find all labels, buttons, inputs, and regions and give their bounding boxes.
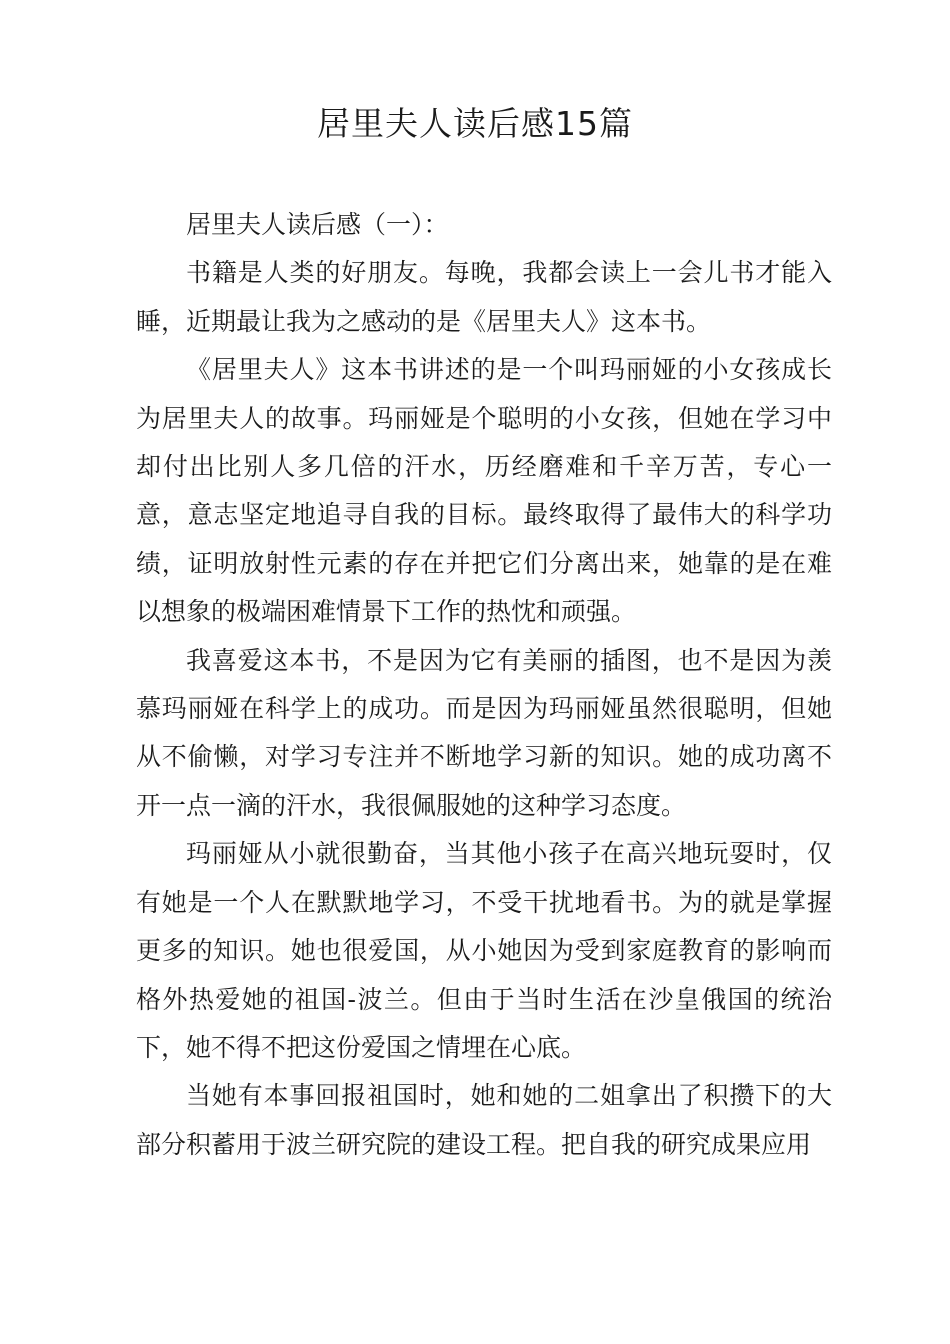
paragraph: 我喜爱这本书，不是因为它有美丽的插图，也不是因为羡慕玛丽娅在科学上的成功。而是因为玛丽娅虽然很聪明，但她从不偷懒，对学习专注并不断地学习新的知识。她的成功离不开一点一滴的汗水，我很佩服她的这种学习态度。 xyxy=(136,645,832,820)
paragraph-heading: 居里夫人读后感（一）： xyxy=(186,210,449,239)
paragraph: 书籍是人类的好朋友。每晚，我都会读上一会儿书才能入睡，近期最让我为之感动的是《居里夫人》这本书。 xyxy=(136,258,832,336)
paragraph: 当她有本事回报祖国时，她和她的二姐拿出了积攒下的大部分积蓄用于波兰研究院的建设工程。把自我的研究成果应用 xyxy=(136,1081,832,1159)
document-title: 居里夫人读后感15篇 xyxy=(317,104,633,143)
paragraph: 玛丽娅从小就很勤奋，当其他小孩子在高兴地玩耍时，仅有她是一个人在默默地学习，不受干扰地看书。为的就是掌握更多的知识。她也很爱国，从小她因为受到家庭教育的影响而格外热爱她的祖国-波兰。但由于当时生活在沙皇俄国的统治下，她不得不把这份爱国之情埋在心底。 xyxy=(136,839,832,1062)
paragraph: 《居里夫人》这本书讲述的是一个叫玛丽娅的小女孩成长为居里夫人的故事。玛丽娅是个聪明的小女孩，但她在学习中却付出比别人多几倍的汗水，历经磨难和千辛万苦，专心一意，意志坚定地追寻自我的目标。最终取得了最伟大的科学功绩，证明放射性元素的存在并把它们分离出来，她靠的是在难以想象的极端困难情景下工作的热忱和顽强。 xyxy=(136,355,832,627)
document-body xyxy=(136,201,832,1169)
